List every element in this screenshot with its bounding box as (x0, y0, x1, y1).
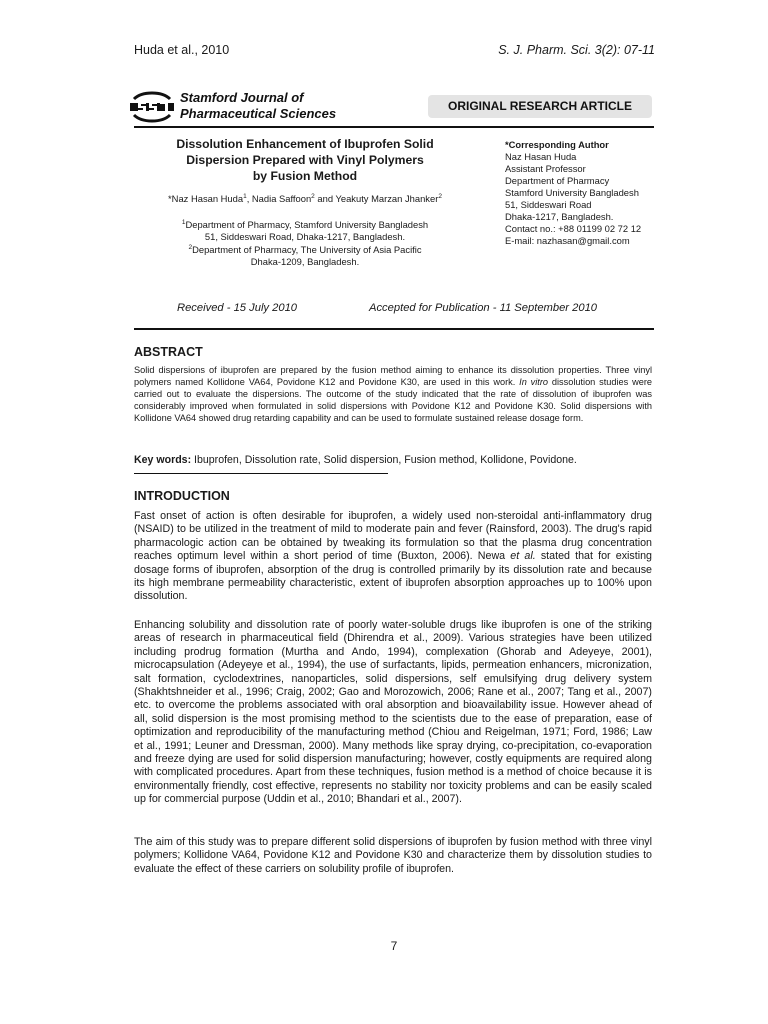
affiliation-marker: 1 (243, 192, 247, 200)
keywords-label: Key words: (134, 454, 192, 466)
journal-name-line2: Pharmaceutical Sciences (180, 106, 337, 121)
corresponding-line: Department of Pharmacy (505, 175, 610, 186)
running-header-author: Huda et al., 2010 (134, 43, 230, 57)
title-line-1: Dissolution Enhancement of Ibuprofen Solid (176, 137, 434, 151)
corresponding-contact: Contact no.: +88 01199 02 72 12 (505, 223, 642, 234)
affiliation-marker: 2 (438, 192, 442, 200)
header-divider (134, 126, 654, 128)
affiliation-1-line2: 51, Siddeswari Road, Dhaka-1217, Bangladesh. (204, 231, 406, 243)
corresponding-email[interactable]: E-mail: nazhasan@gmail.com (505, 235, 630, 246)
dates-divider (134, 328, 654, 330)
intro-paragraph-2: Enhancing solubility and dissolution rate of poorly water-soluble drugs like ibuprofen is one of the striking areas of research in pharmaceutical field (Dhirendra et al., 2009). Various strategies have been utilized including prodrug formation (Murtha and Ando, 1994), complexation (Ghorab and Adeyeye, 2001), microcapsulation (Adeyeye et al., 1994), the use of surfactants, lipids, permeation enhancers, micronization, salt formation, cyclodextrines, nanoparticles, solid dispersions, self emulsifying drug delivery system (Shakhtshneider et al., 1996; Craig, 2002; Gao and Morozowich, 2006; Rane et al., 2007; Tang et al., 2007) etc. to overcome the problems associated with oral absorption and bioavailability issue. However ahead of all, solid dispersion is the most promising method to the scientists due to the ease of preparation, ease of optimization and reproducibility of the manufacturing method (Chiou and Reigelman, 1971; Ford, 1986; Law et al., 1991; Leuner and Dressman, 2000). Many methods like spray drying, co-precipitation, co-evaporation and freeze dying are used for solid dispersion manufacturing; however, costly equipments are required along with complicated procedures. Apart from these techniques, fusion method is a method of choice because it is environmentally friendly, cost effective, represents no stability nor toxicity problems and can be easily scaled up for commercial purpose (Uddin et al., 2010; Bhandari et al., 2007). (134, 619, 652, 806)
abstract-text (134, 365, 652, 425)
introduction-heading: INTRODUCTION (134, 489, 230, 503)
corresponding-author-block (505, 139, 641, 247)
author-list (130, 193, 480, 204)
keywords-line (134, 454, 652, 466)
running-header-citation: S. J. Pharm. Sci. 3(2): 07-11 (498, 43, 655, 57)
affiliation-1-line1 (140, 219, 470, 231)
corresponding-line: 51, Siddeswari Road (505, 199, 592, 210)
accepted-date: Accepted for Publication - 11 September 2010 (369, 302, 598, 314)
affiliation-marker: 2 (188, 243, 193, 251)
corresponding-line: Assistant Professor (505, 163, 586, 174)
affiliation-marker: 1 (181, 218, 186, 226)
title-line-3: by Fusion Method (252, 169, 358, 183)
intro-paragraph-3: The aim of this study was to prepare different solid dispersions of ibuprofen by fusion method with three vinyl polymers; Kollidone VA64, Povidone K12 and Povidone K30 and characterize them by dissolution studies to evaluate the effect of these carriers on solubility profile of ibuprofen. (134, 836, 652, 875)
corresponding-line: Naz Hasan Huda (505, 151, 577, 162)
keywords-divider (134, 473, 388, 474)
journal-logo-icon (128, 89, 176, 125)
paragraph-text: Fast onset of action is often desirable for ibuprofen, a widely used non-steroidal anti-inflammatory drug (NSAID) to be utilized in the treatment of mild to moderate pain and fever (Rainsford, 2003). The drug's rapid pharmacologic action can be obtained by tweaking its formulation so that the plasma drug concentration reaches optimum level within a short period of time (Buxton, 2006). Newa (134, 510, 652, 563)
intro-paragraph-1 (134, 510, 652, 604)
title-line-2: Dispersion Prepared with Vinyl Polymers (186, 153, 424, 167)
abstract-italic-term: In vitro (519, 376, 549, 387)
corresponding-author-heading: *Corresponding Author (505, 139, 609, 150)
journal-name (180, 90, 336, 122)
affiliation-2-line1 (140, 244, 470, 256)
corresponding-line: Dhaka-1217, Bangladesh. (505, 211, 614, 222)
page-number: 7 (390, 939, 398, 953)
article-type-badge: ORIGINAL RESEARCH ARTICLE (428, 95, 652, 118)
paragraph-text: stated that for existing dosage forms of ibuprofen, absorption of the drug is controlled primarily by its dissolution rate and because its high membrane permeability characteristic, extent of ibuprofen absorption approaches up to 100% upon dissolution. (134, 550, 653, 603)
received-date: Received - 15 July 2010 (177, 302, 298, 314)
journal-name-line1: Stamford Journal of (180, 90, 304, 105)
abstract-text-part: Solid dispersions of ibuprofen are prepared by the fusion method aiming to enhance its dissolution properties. Three vinyl polymers named Kollidone VA64, Povidone K12 and Povidone K30, are used in this work. (134, 365, 652, 387)
abstract-text-part: dissolution studies were carried out to evaluate the dispersions. The outcome of the study indicated that the rate of dissolution of ibuprofen was considerably improved when formulated in solid dispersions with Povidone K12 and Povidone K30. Solid dispersions with Kollidone VA64 showed drug retarding capability and can be used to formulate sustained release dosage form. (134, 376, 653, 423)
affiliation-text: Department of Pharmacy, Stamford University Bangladesh (185, 219, 429, 230)
abstract-heading: ABSTRACT (134, 345, 203, 359)
article-title (140, 136, 470, 184)
affiliation-marker: 2 (311, 192, 315, 200)
affiliations (140, 219, 470, 269)
author-name: , Nadia Saffoon (246, 193, 312, 204)
author-name: *Naz Hasan Huda (168, 193, 244, 204)
affiliation-text: Department of Pharmacy, The University of Asia Pacific (192, 243, 422, 255)
paragraph-italic: et al. (510, 550, 536, 563)
affiliation-2-line2: Dhaka-1209, Bangladesh. (250, 256, 360, 268)
author-name: and Yeakuty Marzan Jhanker (314, 193, 439, 204)
corresponding-line: Stamford University Bangladesh (505, 187, 639, 198)
keywords-list: Ibuprofen, Dissolution rate, Solid dispersion, Fusion method, Kollidone, Povidone. (191, 454, 577, 466)
